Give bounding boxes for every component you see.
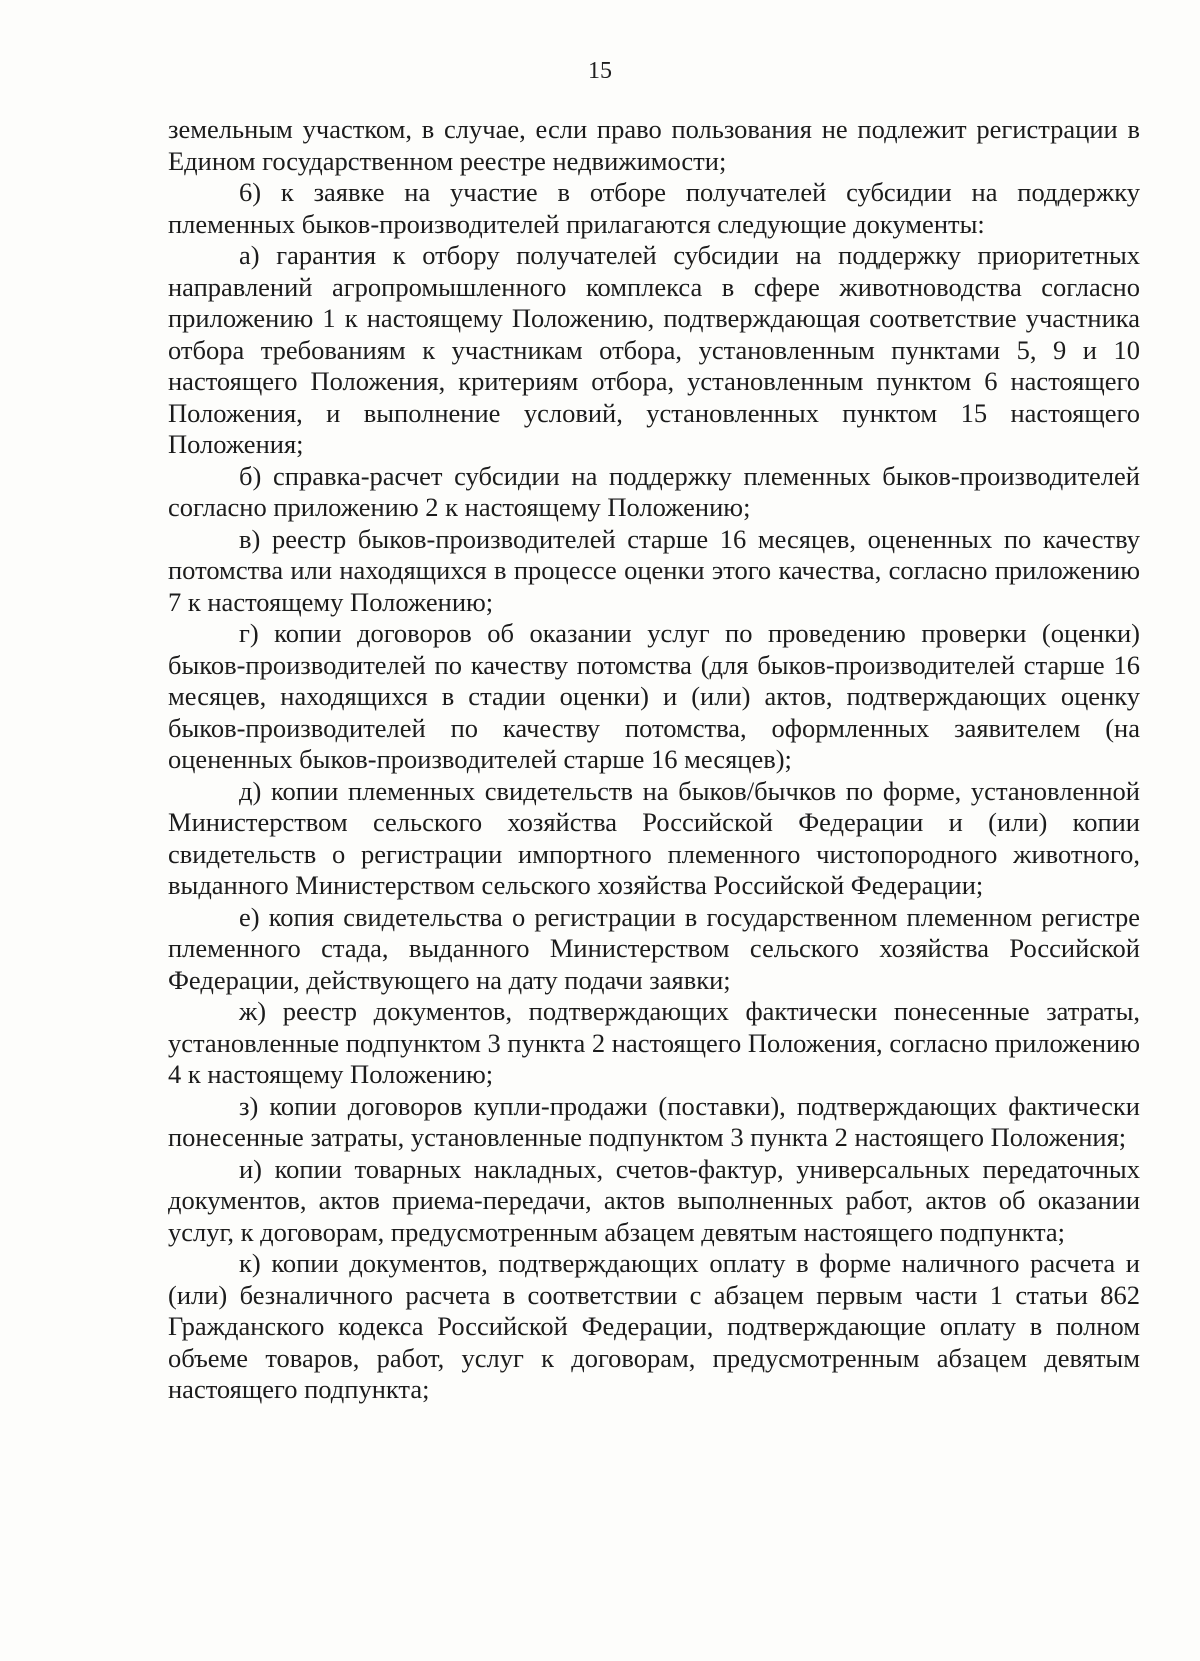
paragraph-subitem-d: д) копии племенных свидетельств на быков/бычков по форме, установленной Министерством сельского хозяйства Российской Федерации и (или) копии свидетельств о регистрации импортного племенного чистопородного животного, выданного Министерством сельского хозяйства Российской Федерации; <box>168 775 1140 900</box>
paragraph-subitem-g: г) копии договоров об оказании услуг по проведению проверки (оценки) быков-производителей по качеству потомства (для быков-производителей старше 16 месяцев, находящихся в стадии оценки) и (или) актов, подтверждающих оценку быков-производителей по качеству потомства, оформленных заявителем (на оцененных быков-производителей старше 16 месяцев); <box>168 618 1140 774</box>
paragraph-subitem-z: з) копии договоров купли-продажи (поставки), подтверждающих фактически понесенные затраты, установленные подпунктом 3 пункта 2 настоящего Положения; <box>168 1090 1140 1152</box>
page-number: 15 <box>588 58 612 84</box>
paragraph-subitem-e: е) копия свидетельства о регистрации в государственном племенном регистре племенного стада, выданного Министерством сельского хозяйства Российской Федерации, действующего на дату подачи заявки; <box>168 901 1140 995</box>
paragraph-subitem-a: а) гарантия к отбору получателей субсидии на поддержку приоритетных направлений агропромышленного комплекса в сфере животноводства согласно приложению 1 к настоящему Положению, подтверждающая соответствие участника отбора требованиям к участникам отбора, установленным пунктами 5, 9 и 10 настоящего Положения, критериям отбора, установленным пунктом 6 настоящего Положения, и выполнение условий, установленных пунктом 15 настоящего Положения; <box>168 240 1140 459</box>
document-body <box>168 114 1140 1406</box>
paragraph-subitem-v: в) реестр быков-производителей старше 16 месяцев, оцененных по качеству потомства или находящихся в процессе оценки этого качества, согласно приложению 7 к настоящему Положению; <box>168 523 1140 617</box>
paragraph-continuation: земельным участком, в случае, если право пользования не подлежит регистрации в Едином государственном реестре недвижимости; <box>168 114 1140 176</box>
paragraph-subitem-b: б) справка-расчет субсидии на поддержку племенных быков-производителей согласно приложению 2 к настоящему Положению; <box>168 460 1140 522</box>
paragraph-item-6: 6) к заявке на участие в отборе получателей субсидии на поддержку племенных быков-производителей прилагаются следующие документы: <box>168 177 1140 239</box>
paragraph-subitem-k: к) копии документов, подтверждающих оплату в форме наличного расчета и (или) безналичного расчета в соответствии с абзацем первым части 1 статьи 862 Гражданского кодекса Российской Федерации, подтверждающие оплату в полном объеме товаров, работ, услуг к договорам, предусмотренным абзацем девятым настоящего подпункта; <box>168 1248 1140 1404</box>
paragraph-subitem-i: и) копии товарных накладных, счетов-фактур, универсальных передаточных документов, актов приема-передачи, актов выполненных работ, актов об оказании услуг, к договорам, предусмотренным абзацем девятым настоящего подпункта; <box>168 1153 1140 1247</box>
paragraph-subitem-zh: ж) реестр документов, подтверждающих фактически понесенные затраты, установленные подпунктом 3 пункта 2 настоящего Положения, согласно приложению 4 к настоящему Положению; <box>168 996 1140 1089</box>
